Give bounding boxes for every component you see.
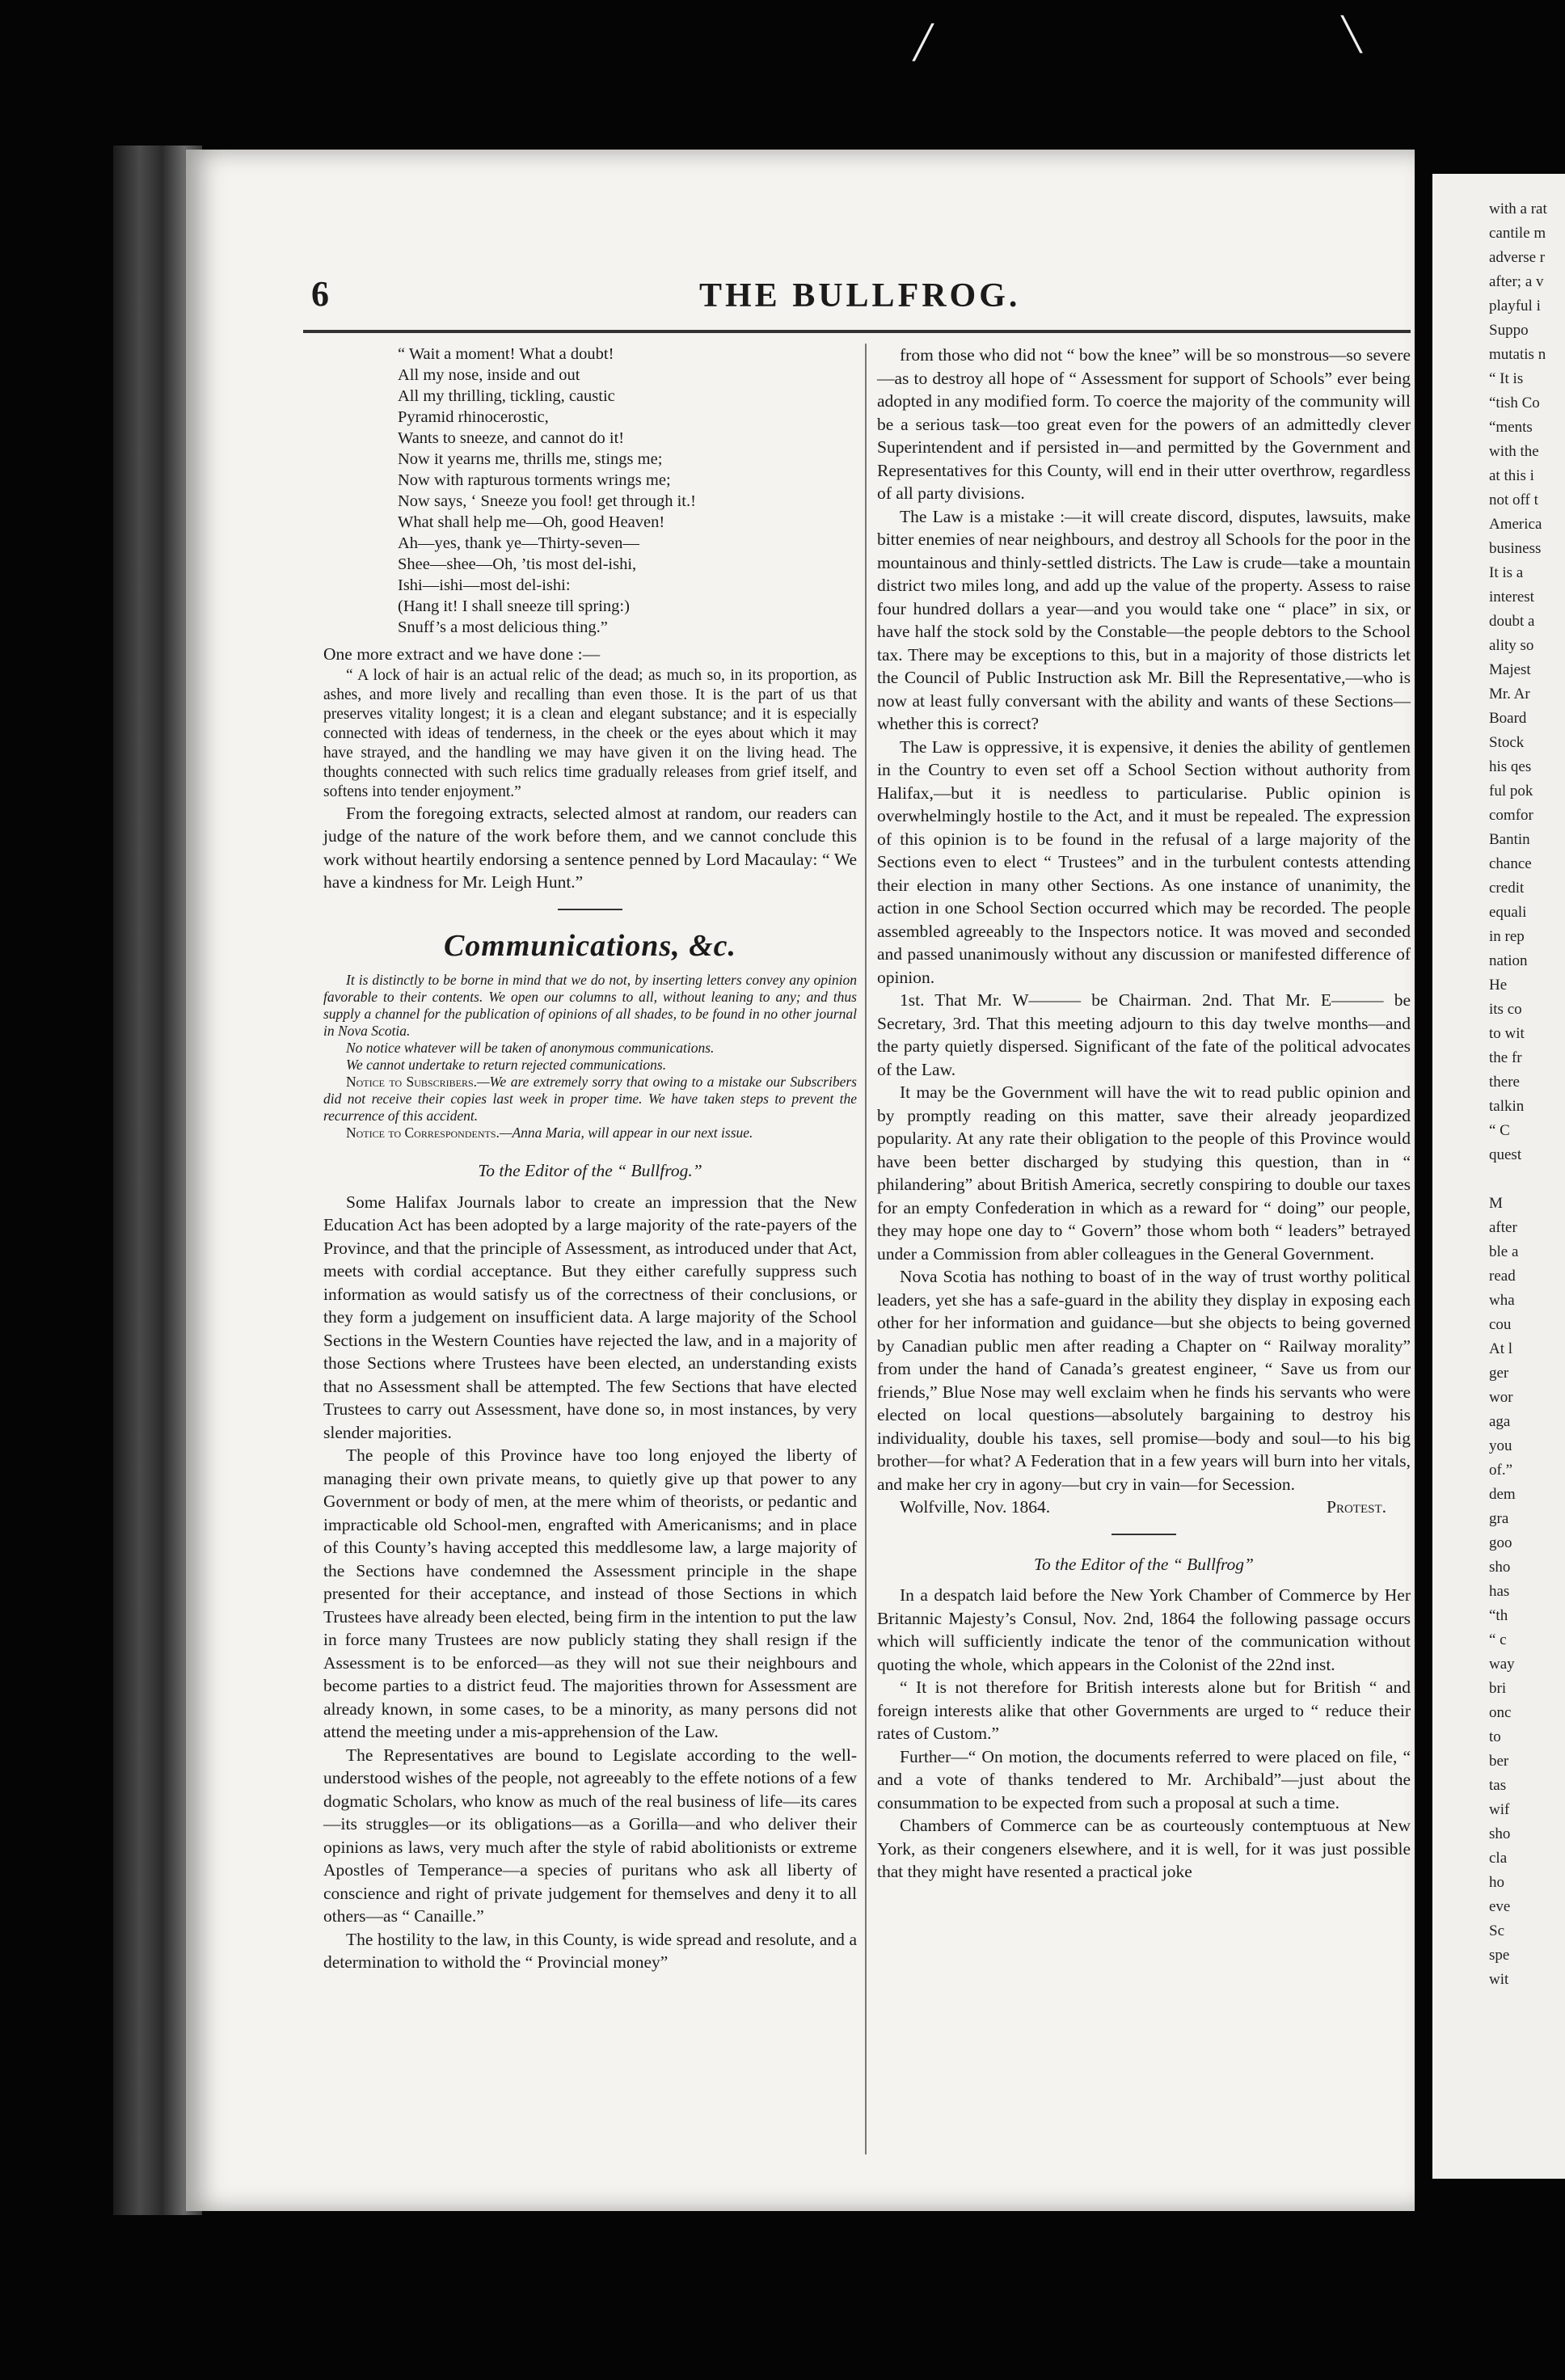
adjacent-page-fragment: America	[1489, 516, 1542, 533]
adjacent-page-fragment: business	[1489, 540, 1542, 557]
adjacent-page-fragment: “tish Co	[1489, 395, 1540, 411]
adjacent-page-fragment: wit	[1489, 1971, 1509, 1988]
letter-paragraph: Some Halifax Journals labor to create an impression that the New Education Act has been adopted by a large majority of the rate-payers of the Province, and that the principle of Assessment, as introduced under that Act, meets with cordial acceptance. But they either carefully suppress such information as would satisfy us of the correctness of their conclusions, or they form a judgement on insufficient data. A large majority of the School Sections in the Western Counties have rejected the law, and in a majority of those Sections where Trustees have been elected, an understanding exists that no Assessment shall be attempted. The few Sections that have elected Trustees to carry out Assessment, have done so, in most instances, by very slender majorities.	[323, 1192, 857, 1442]
adjacent-page-fragment: “ It is	[1489, 370, 1524, 387]
adjacent-page-fragment: adverse r	[1489, 249, 1546, 266]
extract-intro: One more extract and we have done :—	[323, 644, 601, 664]
section-divider	[558, 909, 622, 910]
adjacent-page-fragment: to wit	[1489, 1025, 1525, 1042]
letter-body	[323, 1191, 857, 1974]
adjacent-page-fragment: quest	[1489, 1146, 1522, 1163]
adjacent-page-fragment: with a rat	[1489, 200, 1547, 217]
letter-signoff	[877, 1496, 1411, 1519]
notice-correspondents-label: Notice to Correspondents.	[346, 1125, 500, 1141]
adjacent-page-fragment: to	[1489, 1728, 1501, 1745]
letter-paragraph: In a despatch laid before the New York Chamber of Commerce by Her Britannic Majesty’s Consul, Nov. 2nd, 1864 the following passage occurs which will sufficiently indicate the tenor of the communication without quoting the whole, which appears in the Colonist of the 22nd inst.	[877, 1585, 1411, 1674]
adjacent-page-fragment: Sc	[1489, 1922, 1504, 1939]
notice-rejected: We cannot undertake to return rejected communications.	[346, 1057, 667, 1073]
adjacent-page-fragment: “th	[1489, 1607, 1508, 1624]
letter-paragraph: “ It is not therefore for British interests alone but for British “ and foreign interests alike that other Governments are urged to “ reduce their rates of Custom.”	[877, 1677, 1411, 1743]
notice-correspondents	[323, 1125, 857, 1141]
adjacent-page-fragment: cla	[1489, 1850, 1508, 1867]
letter-heading: To the Editor of the “ Bullfrog.”	[478, 1161, 702, 1180]
letter-paragraph: Further—“ On motion, the documents referred to were placed on file, “ and a vote of thanks tendered to Mr. Archibald”—just about the consummation to be expected from such a proposal at such a time.	[877, 1746, 1411, 1812]
poem-line: Wants to sneeze, and cannot do it!	[398, 429, 625, 447]
notice-subscribers	[323, 1074, 857, 1125]
adjacent-page-fragment: ality so	[1489, 637, 1534, 654]
adjacent-page-fragment: in rep	[1489, 928, 1525, 945]
masthead-title: THE BULLFROG.	[699, 277, 1021, 314]
poem-line: “ Wait a moment! What a doubt!	[398, 345, 614, 363]
second-letter-body	[877, 1584, 1411, 1884]
section-heading: Communications, &c.	[443, 928, 737, 963]
review-conclusion: From the foregoing extracts, selected almost at random, our readers can judge of the nature of the work before them, and we cannot conclude this work without heartily endorsing a sentence penned by Lord Macaulay: “ We have a kindness for Mr. Leigh Hunt.”	[323, 803, 857, 892]
adjacent-page-fragment: At l	[1489, 1340, 1513, 1357]
adjacent-page-fragment: cou	[1489, 1316, 1512, 1333]
film-scratch-mark: ╱	[913, 24, 934, 61]
adjacent-page-fragment: Stock	[1489, 734, 1525, 751]
adjacent-page-fragment: eve	[1489, 1898, 1511, 1915]
left-column	[323, 344, 857, 1974]
adjacent-page-fragment: Mr. Ar	[1489, 686, 1530, 703]
adjacent-page-fragment: not off t	[1489, 492, 1538, 508]
adjacent-page-fragment: comfor	[1489, 807, 1533, 824]
adjacent-page-fragment: Majest	[1489, 661, 1531, 678]
adjacent-page-fragment: at this i	[1489, 467, 1534, 484]
adjacent-page-fragment: He	[1489, 977, 1508, 994]
adjacent-page-fragment: Bantin	[1489, 831, 1530, 848]
adjacent-page-fragment: Suppo	[1489, 322, 1529, 339]
notice-policy: It is distinctly to be borne in mind that we do not, by inserting letters convey any opinion favorable to their contents. We open our columns to all, without leaning to any; and thus supply a channel for the publication of opinions of all shades, to be found in no other journal in Nova Scotia.	[323, 972, 857, 1039]
poem-line: Ishi—ishi—most del-ishi:	[398, 576, 571, 594]
adjacent-page	[1432, 174, 1565, 2179]
header-rule	[303, 330, 1411, 333]
adjacent-page-fragment: aga	[1489, 1413, 1511, 1430]
adjacent-page-fragment: ho	[1489, 1874, 1504, 1891]
poem-line: All my nose, inside and out	[398, 366, 580, 384]
adjacent-page-fragment: has	[1489, 1583, 1510, 1600]
adjacent-page-fragment: ber	[1489, 1753, 1509, 1770]
poem	[398, 344, 857, 638]
adjacent-page-fragment: cantile m	[1489, 225, 1546, 242]
adjacent-page-fragment: goo	[1489, 1534, 1512, 1551]
adjacent-page-fragment: playful i	[1489, 298, 1541, 314]
second-letter-heading: To the Editor of the “ Bullfrog”	[1034, 1554, 1254, 1574]
adjacent-page-fragment: “ c	[1489, 1631, 1507, 1648]
poem-line: Snuff’s a most delicious thing.”	[398, 618, 608, 636]
right-column	[877, 344, 1411, 1884]
notice-correspondents-text: —Anna Maria, will appear in our next issue.	[499, 1125, 753, 1141]
letter-paragraph: 1st. That Mr. W——— be Chairman. 2nd. That Mr. E——— be Secretary, 3rd. That this meeting adjourn to this day twelve months—and the party quietly dispersed. Significant of the fate of the political advocates of the Law.	[877, 990, 1411, 1079]
adjacent-page-fragment: bri	[1489, 1680, 1507, 1697]
poem-line: Ah—yes, thank ye—Thirty-seven—	[398, 534, 639, 552]
poem-line: (Hang it! I shall sneeze till spring:)	[398, 597, 630, 615]
extract-quote: “ A lock of hair is an actual relic of the dead; as much so, in its proportion, as ashes, and more lively and recalling than even those. It is the part of us that preserves vitality longest; it is a clean and elegant substance; and it is especially connected with ideas of tenderness, in the cheek or the eyes about which it may have strayed, and the handling we may have given it on the living head. The thoughts connected with such relics time gradually releases from grief itself, and softens into tender enjoyment.”	[323, 666, 857, 800]
adjacent-page-fragment: mutatis n	[1489, 346, 1546, 363]
adjacent-page-fragment: ful pok	[1489, 783, 1533, 800]
letter-paragraph: The Representatives are bound to Legislate according to the well-understood wishes of the people, not agreeably to the effete notions of a few dogmatic Scholars, who know as much of the real business of life—its cares—its struggles—or its obligations—as a Gorilla—and who deliver their opinions as laws, very much after the style of rabid abolitionists or extreme Apostles of Temperance—a species of puritans who ask all liberty of conscience and right of private judgement for themselves and deny it to all others—as “ Canaille.”	[323, 1745, 857, 1926]
adjacent-page-fragment: way	[1489, 1656, 1515, 1673]
adjacent-page-fragment: tas	[1489, 1777, 1507, 1794]
adjacent-page-fragment: spe	[1489, 1947, 1510, 1964]
page-number: 6	[311, 274, 329, 314]
notice-subscribers-label: Notice to Subscribers.	[346, 1074, 477, 1090]
page-header	[311, 273, 1411, 322]
poem-line: Now with rapturous torments wrings me;	[398, 471, 671, 489]
poem-line: What shall help me—Oh, good Heaven!	[398, 513, 665, 531]
adjacent-page-fragment: you	[1489, 1437, 1512, 1454]
adjacent-page-fragment: It is a	[1489, 564, 1524, 581]
editorial-notices	[323, 972, 857, 1141]
letter-paragraph: It may be the Government will have the wit to read public opinion and by promptly reading on this matter, save their already jeopardized popularity. At any rate their obligation to the people of this Province would have been better discharged by studying this question, than in “ philandering” about British America, secretly conspiring to double our taxes for an empty Confederation in which as a reward for “ doing” our people, they may hope one day to “ Govern” those whom both “ leaders” betrayed under a Commission from abler colleagues in the General Government.	[877, 1082, 1411, 1264]
adjacent-page-fragment: “ments	[1489, 419, 1533, 436]
adjacent-page-fragment: wif	[1489, 1801, 1510, 1818]
adjacent-page-fragment: ger	[1489, 1365, 1509, 1382]
adjacent-page-fragment: talkin	[1489, 1098, 1525, 1115]
letter-paragraph: Nova Scotia has nothing to boast of in the way of trust worthy political leaders, yet she has a safe-guard in the ability they display in exposing each other for her information and guidance—but she objects to being governed by Canadian public men after reading a Chapter on “ Railway morality” from under the hand of Canada’s greatest engineer, “ Save us from our friends,” Blue Nose may well exclaim when he finds his servants who were elected on local questions—absolutely bargaining to destroy his individuality, double his taxes, sell promise—body and soul—to his big brother—for what? A Federation that in a few years will burn into her vitals, and make her cry in agony—but cry in vain—for Secession.	[877, 1267, 1411, 1494]
adjacent-page-fragment: “ C	[1489, 1122, 1510, 1139]
adjacent-page-fragment: there	[1489, 1074, 1520, 1091]
adjacent-page-fragment: the fr	[1489, 1049, 1522, 1066]
notice-subscribers-text: —We are extremely sorry that owing to a mistake our Subscribers did not receive their copies last week in proper time. We have taken steps to prevent the recurrence of this accident.	[323, 1074, 857, 1124]
poem-line: Pyramid rhinocerostic,	[398, 408, 549, 426]
letter-paragraph: from those who did not “ bow the knee” will be so monstrous—so severe—as to destroy all hope of “ Assessment for support of Schools” ever being adopted in any modified form. To coerce the majority of the community will be a serious task—too great even for the powers of an admittedly clever Superintendent and if persisted in—and permitted by the Government and Representatives for this County, will end in their utter overthrow, regardless of all party divisions.	[877, 345, 1411, 503]
adjacent-page-fragment: doubt a	[1489, 613, 1535, 630]
film-scratch-mark: ╲	[1342, 16, 1362, 53]
signoff-place: Wolfville, Nov. 1864.	[900, 1497, 1051, 1517]
adjacent-page-fragment: nation	[1489, 952, 1528, 969]
adjacent-page-fragment: wor	[1489, 1389, 1513, 1406]
adjacent-page-fragment: his qes	[1489, 758, 1532, 775]
adjacent-page-fragment: its co	[1489, 1001, 1522, 1018]
adjacent-page-fragment: after; a v	[1489, 273, 1544, 290]
adjacent-page-fragment: chance	[1489, 855, 1532, 872]
adjacent-page-fragment: ble a	[1489, 1243, 1519, 1260]
letter-continuation	[877, 344, 1411, 1496]
adjacent-page-fragment: sho	[1489, 1559, 1511, 1576]
poem-line: All my thrilling, tickling, caustic	[398, 387, 615, 405]
signoff-name: Protest.	[1327, 1497, 1386, 1517]
letter-divider	[1112, 1534, 1176, 1535]
adjacent-page-fragment: gra	[1489, 1510, 1509, 1527]
adjacent-page-fragment: Board	[1489, 710, 1527, 727]
adjacent-page-fragment: credit	[1489, 880, 1525, 897]
poem-line: Shee—shee—Oh, ’tis most del-ishi,	[398, 555, 637, 573]
adjacent-page-fragment: sho	[1489, 1825, 1511, 1842]
adjacent-page-fragment: after	[1489, 1219, 1517, 1236]
adjacent-page-fragment: of.”	[1489, 1462, 1513, 1479]
adjacent-page-fragment: onc	[1489, 1704, 1512, 1721]
adjacent-page-fragment: dem	[1489, 1486, 1516, 1503]
letter-paragraph: The hostility to the law, in this County, is wide spread and resolute, and a determination to withold the “ Provincial money”	[323, 1929, 857, 1972]
adjacent-page-fragment: wha	[1489, 1292, 1515, 1309]
column-divider	[865, 344, 867, 2154]
letter-paragraph: The Law is a mistake :—it will create discord, disputes, lawsuits, make bitter enemies of near neighbours, and destroy all Schools for the poor in the mountainous and thinly-settled districts. The Law is crude—take a mountain district two miles long, and add up the value of the property. Assess to raise four hundred dollars a year—and you would take one “ place” in six, or have half the stock sold by the Constable—the people debtors to the School tax. There may be exceptions to this, but in a majority of those districts let the Council of Public Instruction ask Mr. Bill the Representative,—who is now at least fully conversant with the ability and wants of these Sections—whether this is correct?	[877, 506, 1411, 733]
poem-line: Now it yearns me, thrills me, stings me;	[398, 450, 663, 468]
letter-paragraph: Chambers of Commerce can be as courteously contemptuous at New York, as their congeners elsewhere, and it is well, for it was just possible that they might have resented a practical joke	[877, 1816, 1411, 1881]
letter-paragraph: The Law is oppressive, it is expensive, it denies the ability of gentlemen in the Country to even set off a School Section without authority from Halifax,—but it is needless to particularise. Public opinion is overwhelmingly hostile to the Act, and it must be repealed. The expression of this opinion is to be found in the refusal of a large majority of the Sections even to elect “ Trustees” and in the turbulent contests attending their election in many other Sections. As one instance of unanimity, the action in one School Section occurred which may be recorded. The people assembled agreeably to the Inspectors notice. It was moved and seconded and passed unanimously without any discussion or manifested difference of opinion.	[877, 736, 1411, 987]
adjacent-page-fragment: with the	[1489, 443, 1539, 460]
poem-line: Now says, ‘ Sneeze you fool! get through it.!	[398, 492, 696, 510]
adjacent-page-fragment: interest	[1489, 589, 1534, 606]
adjacent-page-fragment: equali	[1489, 904, 1527, 921]
notice-anonymous: No notice whatever will be taken of anonymous communications.	[346, 1040, 715, 1056]
letter-paragraph: The people of this Province have too long enjoyed the liberty of managing their own private means, to quietly give up that power to any Government or body of men, at the mere whim of theorists, or pedantic and impracticable old School-men, engrafted with Americanisms; and in place of this County’s having accepted this meddlesome law, a large majority of the Sections have condemned the Assessment principle in the shape presented for their acceptance, and instead of those Sections in which Trustees have already been elected, being firm in the intention to put the law in force many Trustees are now publicly stating they shall resign if the Assessment is to be enforced—as they will not sue their neighbours and become parties to a district feud. The majorities thrown for Assessment are already known, in some cases, to be a minority, as many persons did not attend the meeting under a mis-apprehension of the Law.	[323, 1445, 857, 1741]
adjacent-page-fragment: M	[1489, 1195, 1503, 1212]
adjacent-page-fragment: read	[1489, 1268, 1516, 1285]
